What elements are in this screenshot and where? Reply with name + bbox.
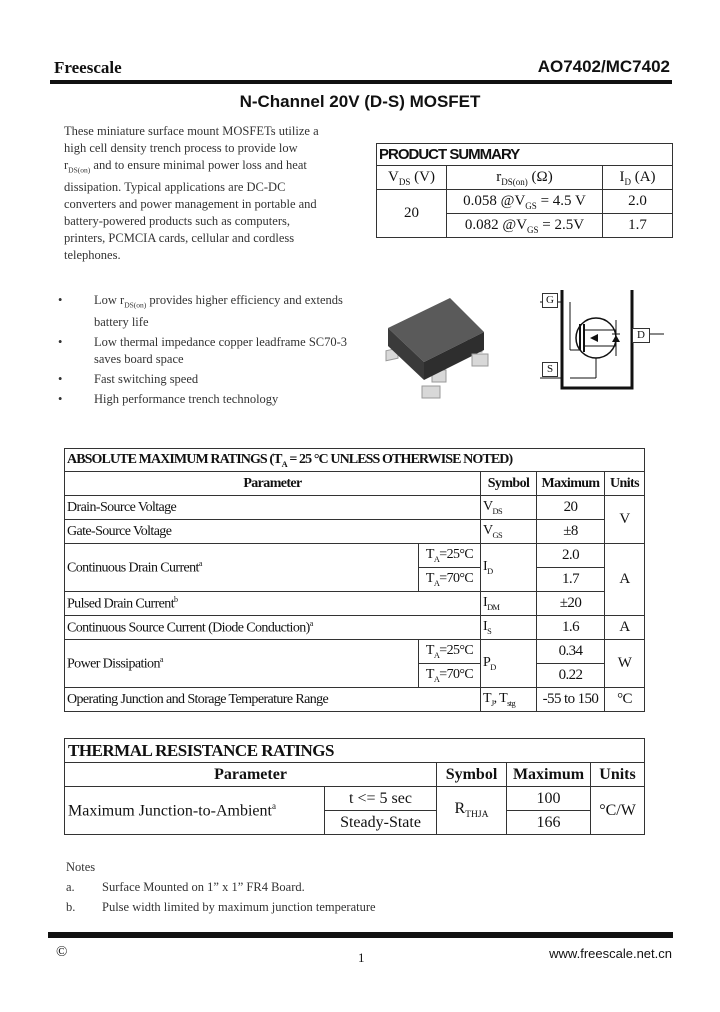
id-value: 2.0 [603, 190, 673, 214]
amr-max: 1.7 [537, 568, 605, 592]
thermal-max: 100 [507, 787, 591, 811]
amr-symbol: $T_J$, $T_{stg}$ [481, 688, 537, 712]
footer-rule [48, 932, 673, 938]
thermal-col-parameter: Parameter [65, 763, 437, 787]
intro-line: $r_{DS(on)}$ and to ensure minimal power loss and heat [64, 158, 307, 175]
amr-symbol: $V_{DS}$ [481, 496, 537, 520]
amr-unit: A [605, 544, 645, 616]
amr-max: 2.0 [537, 544, 605, 568]
absolute-max-ratings-table [64, 448, 645, 712]
amr-col-symbol: Symbol [481, 472, 537, 496]
document-title: N-Channel 20V (D-S) MOSFET [239, 92, 481, 111]
intro-paragraph [64, 123, 344, 264]
amr-condition: $T_A=70^\circ C$ [419, 664, 481, 688]
col-id: $I_D$ (A) [603, 166, 673, 190]
intro-line: printers, PCMCIA cards, cellular and cordless [64, 230, 295, 245]
intro-line: telephones. [64, 247, 121, 262]
brand-name: Freescale [54, 58, 122, 77]
amr-col-units: Units [605, 472, 645, 496]
thermal-unit: °C/W [591, 787, 645, 835]
thermal-symbol: $R_{THJA}$ [437, 787, 507, 835]
amr-symbol: $I_{DM}$ [481, 592, 537, 616]
amr-condition: $T_A=25^\circ C$ [419, 640, 481, 664]
copyright-symbol: © [56, 944, 68, 960]
thermal-caption: THERMAL RESISTANCE RATINGS [65, 739, 645, 763]
amr-condition: $T_A=70^\circ C$ [419, 568, 481, 592]
col-vds: $V_{DS}$ (V) [377, 166, 447, 190]
note-item: b. Pulse width limited by maximum junction temperature [66, 900, 376, 914]
thermal-condition: t <= 5 sec [325, 787, 437, 811]
feature-item: • High performance trench technology [58, 391, 358, 408]
mosfet-schematic [540, 290, 664, 390]
amr-param: Drain-Source Voltage [65, 496, 481, 520]
amr-max: 0.34 [537, 640, 605, 664]
feature-item: • Low $r_{DS(on)}$ provides higher efficiency and extends battery life [58, 292, 358, 331]
thermal-col-maximum: Maximum [507, 763, 591, 787]
amr-max: -55 to 150 [537, 688, 605, 712]
product-summary-caption: PRODUCT SUMMARY [377, 144, 673, 166]
amr-max: 20 [537, 496, 605, 520]
amr-param: Gate-Source Voltage [65, 520, 481, 544]
amr-param: Continuous Drain Current$^a$ [65, 544, 419, 592]
notes-title: Notes [66, 860, 96, 874]
feature-item: • Fast switching speed [58, 371, 358, 388]
drain-pin-label: D [632, 328, 650, 343]
amr-unit: °C [605, 688, 645, 712]
intro-line: battery-powered products such as computers, [64, 213, 290, 228]
amr-unit: A [605, 616, 645, 640]
amr-max: ±20 [537, 592, 605, 616]
page-number: 1 [358, 950, 365, 965]
feature-item: • Low thermal impedance copper leadframe SC70-3 saves board space [58, 334, 358, 368]
amr-symbol: $P_D$ [481, 640, 537, 688]
amr-condition: $T_A=25^\circ C$ [419, 544, 481, 568]
header-rule [50, 80, 672, 84]
rds-value: 0.058 $@V_{GS} = 4.5$ V [447, 190, 603, 214]
thermal-col-units: Units [591, 763, 645, 787]
vds-value: 20 [377, 190, 447, 238]
notes-section [66, 857, 376, 917]
gate-pin-label: G [542, 293, 558, 308]
amr-col-parameter: Parameter [65, 472, 481, 496]
amr-param: Continuous Source Current (Diode Conduction)$^a$ [65, 616, 481, 640]
amr-unit: W [605, 640, 645, 688]
amr-param: Power Dissipation$^a$ [65, 640, 419, 688]
amr-caption: ABSOLUTE MAXIMUM RATINGS ($T_A = 25$ °C UNLESS OTHERWISE NOTED) [65, 449, 645, 472]
thermal-param: Maximum Junction-to-Ambient$^a$ [65, 787, 325, 835]
feature-list [58, 292, 358, 411]
product-summary-table [376, 143, 673, 238]
footer-url-link[interactable]: www.freescale.net.cn [549, 946, 672, 961]
amr-symbol: $I_S$ [481, 616, 537, 640]
thermal-max: 166 [507, 811, 591, 835]
amr-col-maximum: Maximum [537, 472, 605, 496]
amr-symbol: $I_D$ [481, 544, 537, 592]
intro-line: converters and power management in portable and [64, 196, 317, 211]
col-rds: $r_{DS(on)}$ (Ω) [447, 166, 603, 190]
amr-max: 1.6 [537, 616, 605, 640]
part-number: AO7402/MC7402 [537, 57, 670, 76]
rds-value: 0.082 $@V_{GS} = 2.5V$ [447, 214, 603, 238]
thermal-condition: Steady-State [325, 811, 437, 835]
id-value: 1.7 [603, 214, 673, 238]
sc70-package-image [380, 290, 492, 405]
amr-param: Pulsed Drain Current$^b$ [65, 592, 481, 616]
thermal-resistance-table [64, 738, 645, 835]
amr-max: 0.22 [537, 664, 605, 688]
amr-symbol: $V_{GS}$ [481, 520, 537, 544]
amr-max: ±8 [537, 520, 605, 544]
intro-line: These miniature surface mount MOSFETs utilize a [64, 124, 319, 138]
source-pin-label: S [542, 362, 558, 377]
intro-line: high cell density trench process to provide low [64, 141, 298, 155]
amr-unit: V [605, 496, 645, 544]
amr-param: Operating Junction and Storage Temperature Range [65, 688, 481, 712]
note-item: a. Surface Mounted on 1” x 1” FR4 Board. [66, 880, 305, 894]
thermal-col-symbol: Symbol [437, 763, 507, 787]
intro-line: dissipation. Typical applications are DC-DC [64, 179, 286, 194]
